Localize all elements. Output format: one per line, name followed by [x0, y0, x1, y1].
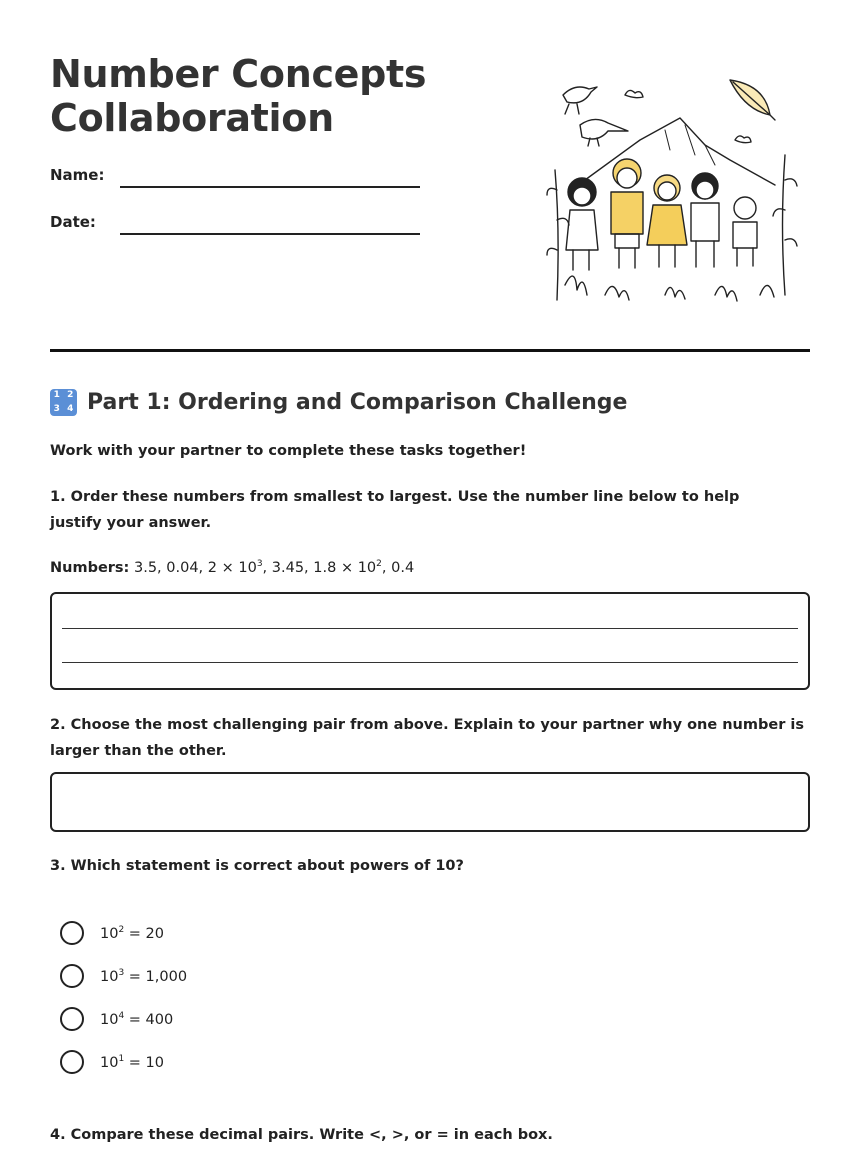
q3-option-1[interactable] [60, 921, 164, 945]
q3-option-4[interactable] [60, 1050, 164, 1074]
radio-button[interactable] [60, 964, 84, 988]
date-line[interactable] [120, 233, 420, 235]
option-label: $10^1 = 10$ [100, 1053, 165, 1071]
input-numbers-icon: 1 2 3 4 [50, 389, 77, 416]
q3-option-2[interactable] [60, 964, 187, 988]
option-label: $10^4 = 400$ [100, 1010, 174, 1028]
part1-heading [50, 389, 627, 416]
name-line[interactable] [120, 186, 420, 188]
part1-intro: Work with your partner to complete these tasks together! [50, 443, 527, 459]
date-label: Date: [50, 213, 96, 231]
q3-text: 3. Which statement is correct about powers of 10? [50, 858, 464, 874]
children-mountain-illustration [545, 70, 800, 315]
radio-button[interactable] [60, 1007, 84, 1031]
q3-option-3[interactable] [60, 1007, 173, 1031]
header-divider [50, 349, 810, 352]
title-line-1: Number Concepts [50, 52, 427, 96]
part1-title: Part 1: Ordering and Comparison Challenge [87, 390, 628, 415]
radio-button[interactable] [60, 1050, 84, 1074]
worksheet-title [50, 52, 426, 140]
name-label: Name: [50, 166, 105, 184]
answer-line [62, 662, 798, 663]
title-line-2: Collaboration [50, 96, 334, 140]
radio-button[interactable] [60, 921, 84, 945]
q1-answer-box[interactable] [50, 592, 810, 690]
option-label: $10^3 = 1,000$ [100, 967, 188, 985]
numbers-label: Numbers: [50, 559, 130, 576]
q1-text: 1. Order these numbers from smallest to largest. Use the number line below to help justify your answer. [50, 489, 740, 531]
option-label: $10^2 = 20$ [100, 924, 165, 942]
q2-text: 2. Choose the most challenging pair from above. Explain to your partner why one number is larger than the other. [50, 717, 805, 759]
q2-answer-box[interactable] [50, 772, 810, 832]
q1-numbers: Numbers: 3.5, 0.04, $2 \times 10^3$, 3.45, $1.8 \times 10^2$, 0.4 [50, 559, 415, 576]
q4-text: 4. Compare these decimal pairs. Write <, >, or = in each box. [50, 1127, 553, 1143]
answer-line [62, 628, 798, 629]
